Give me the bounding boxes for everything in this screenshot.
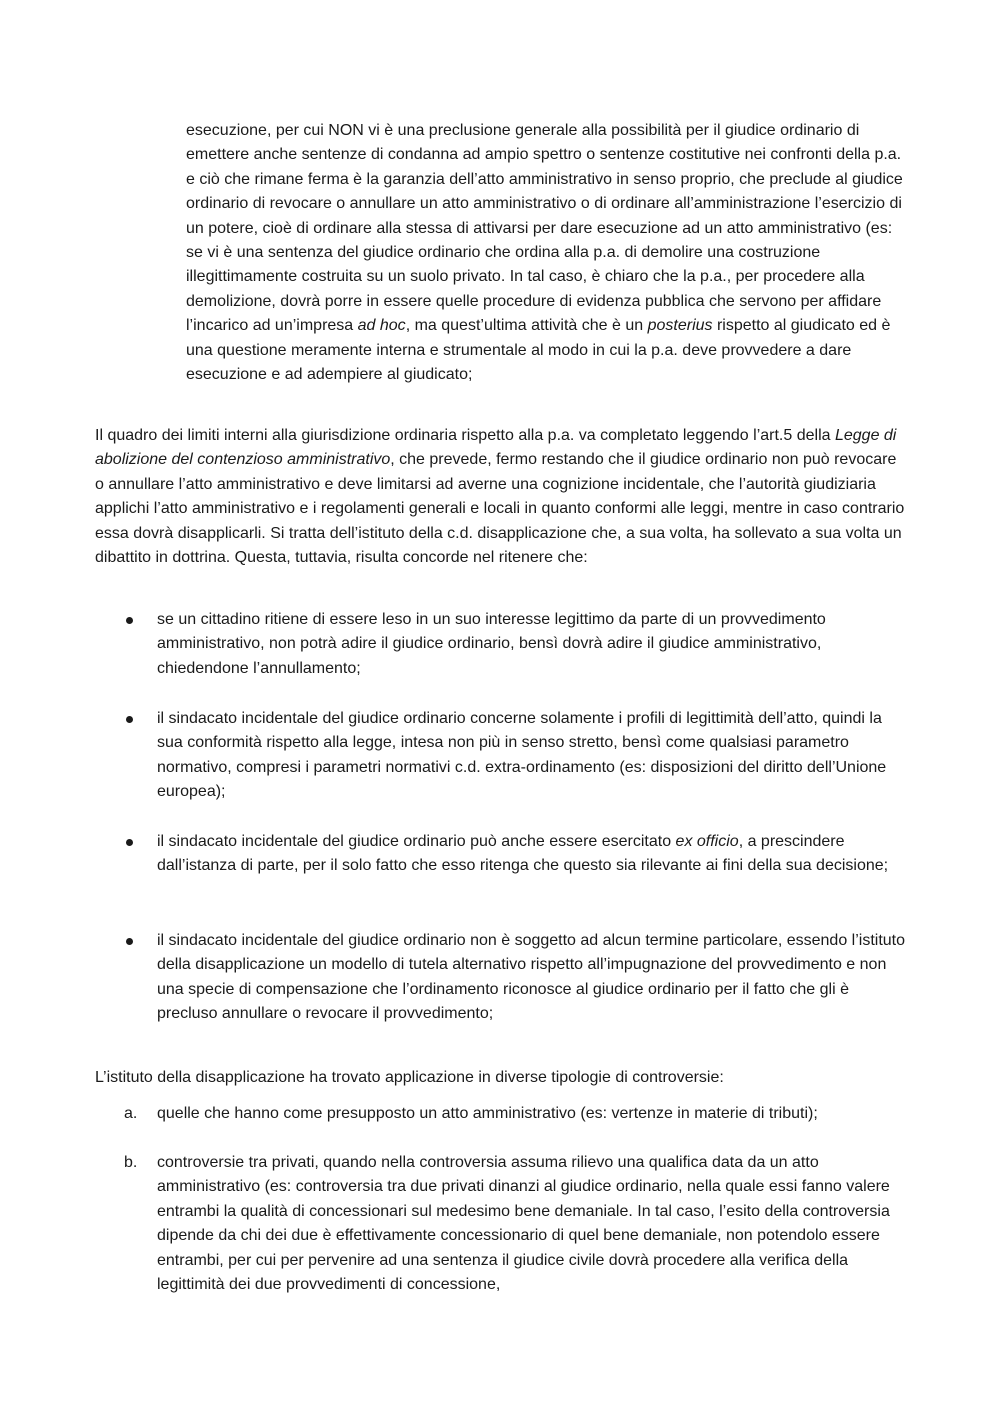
list-marker: b. [124,1154,138,1171]
paragraph-tipologie: L’istituto della disapplicazione ha trovato applicazione in diverse tipologie di controversie: [95,1069,724,1086]
bullet-marker [126,839,133,846]
paragraph-disapplicazione: Il quadro dei limiti interni alla giurisdizione ordinaria rispetto alla p.a. va completato leggendo l’art.5 della Legge di abolizione del contenzioso amministrativo, che prevede, fermo restando che il giudice ordinario non può revocare o annullare l’atto amministrativo e deve limitarsi ad averne una cognizione incidentale, che l’autorità giudiziaria applichi l’atto amministrativo e i regolamenti generali e locali in quanto conformi alle leggi, mentre in caso contrario essa dovrà disapplicarli. Si tratta dell’istituto della c.d. disapplicazione che, a sua volta, ha sollevato a sua volta un dibattito in dottrina. Questa, tuttavia, risulta concorde nel ritenere che: [95,427,905,567]
list-marker: a. [124,1105,138,1122]
bullet-marker [126,617,133,624]
bullet-item: il sindacato incidentale del giudice ordinario può anche essere esercitato ex officio, a prescindere dall’istanza di parte, per il solo fatto che esso ritenga che questo sia rilevante ai fini della sua decisione; [157,833,889,875]
bullet-item: il sindacato incidentale del giudice ordinario non è soggetto ad alcun termine particolare, essendo l’istituto della disapplicazione un modello di tutela alternativo rispetto all’impugnazione del provvedimento e non una specie di compensazione che l’ordinamento riconosce al giudice ordinario per il fatto che gli è precluso annullare o revocare il provvedimento; [157,932,906,1023]
bullet-item: se un cittadino ritiene di essere leso in un suo interesse legittimo da parte di un provvedimento amministrativo, non potrà adire il giudice ordinario, bensì dovrà adire il giudice amministrativo, chiedendone l’annullamento; [157,611,826,677]
continued-list-item: esecuzione, per cui NON vi è una preclusione generale alla possibilità per il giudice ordinario di emettere anche sentenze di condanna ad ampio spettro o sentenze costitutive nei confronti della p.a. e ciò che rimane ferma è la garanzia dell’atto amministrativo in senso proprio, che preclude al giudice ordinario di revocare o annullare un atto amministrativo o di ordinare all’amministrazione l’esercizio di un potere, cioè di ordinare alla stessa di attivarsi per dare esecuzione ad un atto amministrativo (es: se vi è una sentenza del giudice ordinario che ordina alla p.a. di demolire una costruzione illegittimamente costruita su un suolo privato. In tal caso, è chiaro che la p.a., per procedere alla demolizione, dovrà porre in essere quelle procedure di evidenza pubblica che servono per affidare l’incarico ad un’impresa ad hoc, ma quest’ultima attività che è un posterius rispetto al giudicato ed è una questione meramente interna e strumentale al modo in cui la p.a. deve provvedere a dare esecuzione e ad adempiere al giudicato; [186,122,903,384]
list-item: controversie tra privati, quando nella controversia assuma rilievo una qualifica data da un atto amministrativo (es: controversia tra due privati dinanzi al giudice ordinario, nella quale essi fanno valere entrambi la qualità di concessionari sul medesimo bene demaniale. In tal caso, l’esito della controversia dipende da chi dei due è effettivamente concessionario di quel bene demaniale, non potendolo essere entrambi, per cui per pervenire ad una sentenza il giudice civile dovrà procedere alla verifica della legittimità dei due provvedimenti di concessione, [157,1154,890,1294]
bullet-item: il sindacato incidentale del giudice ordinario concerne solamente i profili di legittimità dell’atto, quindi la sua conformità rispetto alla legge, intesa non più in senso stretto, bensì come qualsiasi parametro normativo, compresi i parametri normativi c.d. extra-ordinamento (es: disposizioni del diritto dell’Unione europea); [157,710,887,801]
bullet-marker [126,938,133,945]
list-item: quelle che hanno come presupposto un atto amministrativo (es: vertenze in materie di tributi); [157,1105,818,1122]
bullet-marker [126,716,133,723]
